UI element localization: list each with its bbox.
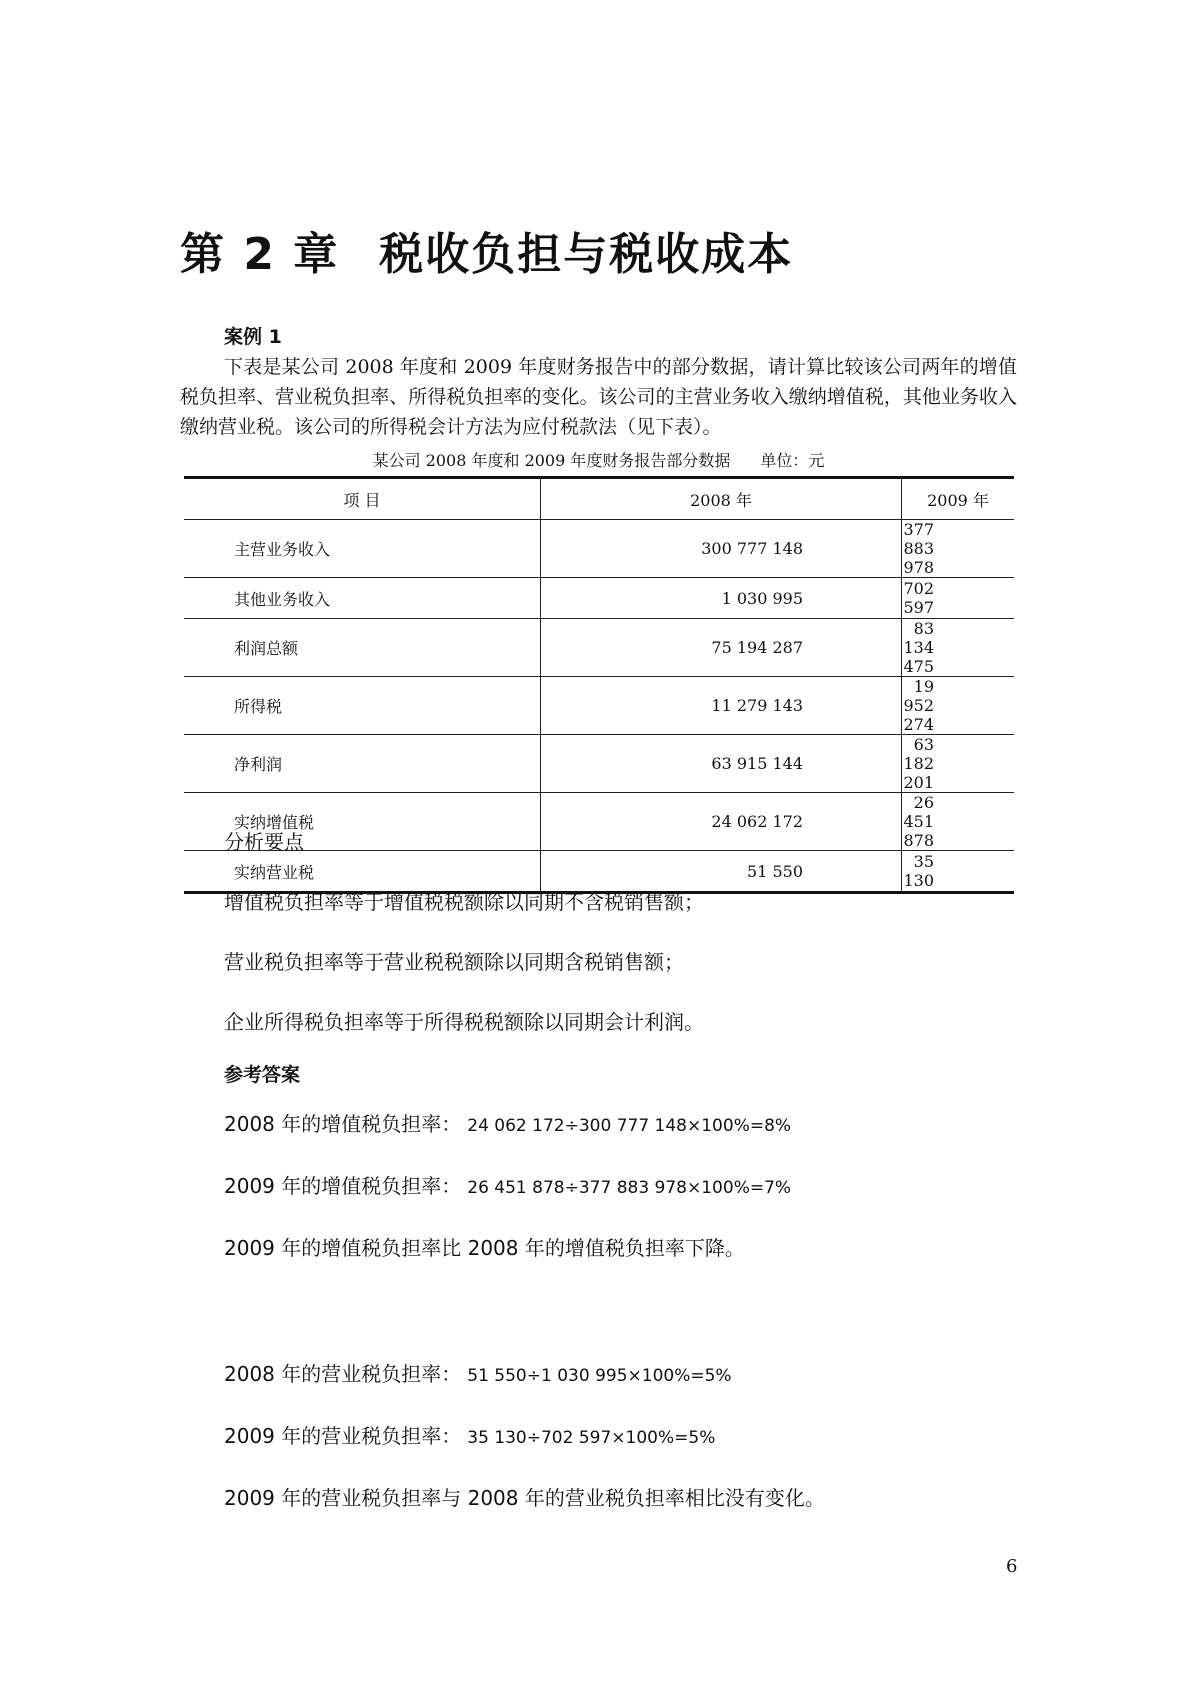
table-cell-2008: 11 279 143 [541, 677, 902, 735]
answer-vat-2008 [224, 1108, 791, 1137]
table-header-row [184, 478, 1014, 520]
case-heading: 案例 1 [224, 326, 282, 348]
page-number: 6 [1006, 1556, 1018, 1577]
table-cell-item: 净利润 [184, 735, 541, 793]
answer-label: 2009 年的增值税负担率： [224, 1174, 462, 1198]
analysis-point-vat: 增值税负担率等于增值税税额除以同期不含税销售额； [224, 890, 704, 914]
answer-calculation: 24 062 172÷300 777 148×100%=8% [467, 1116, 792, 1136]
chapter-title [180, 218, 793, 282]
answer-heading: 参考答案 [224, 1064, 301, 1086]
table-cell-2009: 35 130 [902, 851, 1015, 893]
table-unit: 单位：元 [760, 451, 825, 470]
table-cell-2008: 1 030 995 [541, 578, 902, 619]
table-caption-title: 某公司 2008 年度和 2009 年度财务报告部分数据 [372, 451, 731, 470]
chapter-name: 税收负担与税收成本 [379, 229, 794, 280]
answer-calculation: 51 550÷1 030 995×100%=5% [467, 1366, 732, 1386]
analysis-point-income: 企业所得税负担率等于所得税税额除以同期会计利润。 [224, 1010, 704, 1034]
answer-label: 2008 年的增值税负担率： [224, 1112, 462, 1136]
table-cell-item: 主营业务收入 [184, 520, 541, 578]
analysis-heading: 分析要点 [224, 830, 304, 854]
table-row [184, 520, 1014, 578]
answer-business-2009 [224, 1420, 715, 1449]
table-header-2008: 2008 年 [541, 478, 902, 520]
table-cell-2009: 19 952 274 [902, 677, 1015, 735]
table-row [184, 677, 1014, 735]
table-cell-2009: 702 597 [902, 578, 1015, 619]
table-cell-2008: 75 194 287 [541, 619, 902, 677]
table-cell-2008: 300 777 148 [541, 520, 902, 578]
table-cell-item: 实纳营业税 [184, 851, 541, 893]
table-row [184, 578, 1014, 619]
chapter-number: 第 2 章 [180, 229, 340, 280]
answer-label: 2009 年的营业税负担率： [224, 1424, 462, 1448]
analysis-point-business: 营业税负担率等于营业税税额除以同期含税销售额； [224, 950, 684, 974]
table-header-2009: 2009 年 [902, 478, 1015, 520]
answer-business-conclusion: 2009 年的营业税负担率与 2008 年的营业税负担率相比没有变化。 [224, 1486, 825, 1510]
answer-vat-conclusion: 2009 年的增值税负担率比 2008 年的增值税负担率下降。 [224, 1236, 745, 1260]
table-header-item: 项 目 [184, 478, 541, 520]
table-cell-item: 实纳增值税 [184, 793, 541, 851]
table-cell-item: 其他业务收入 [184, 578, 541, 619]
table-cell-2009: 83 134 475 [902, 619, 1015, 677]
table-cell-2009: 377 883 978 [902, 520, 1015, 578]
table-cell-2008: 51 550 [541, 851, 902, 893]
financial-data-table [184, 476, 1014, 894]
table-row [184, 735, 1014, 793]
table-cell-2008: 24 062 172 [541, 793, 902, 851]
answer-business-2008 [224, 1358, 732, 1387]
table-cell-2008: 63 915 144 [541, 735, 902, 793]
table-cell-2009: 26 451 878 [902, 793, 1015, 851]
table-row [184, 619, 1014, 677]
answer-calculation: 26 451 878÷377 883 978×100%=7% [467, 1178, 792, 1198]
table-cell-2009: 63 182 201 [902, 735, 1015, 793]
answer-vat-2009 [224, 1170, 791, 1199]
table-row [184, 793, 1014, 851]
table-caption [180, 448, 1017, 471]
answer-label: 2008 年的营业税负担率： [224, 1362, 462, 1386]
table-cell-item: 利润总额 [184, 619, 541, 677]
intro-paragraph: 下表是某公司 2008 年度和 2009 年度财务报告中的部分数据，请计算比较该公司两年的增值税负担率、营业税负担率、所得税负担率的变化。该公司的主营业务收入缴纳增值税，其他业务收入缴纳营业税。该公司的所得税会计方法为应付税款法（见下表）。 [180, 356, 1017, 438]
table-cell-item: 所得税 [184, 677, 541, 735]
answer-calculation: 35 130÷702 597×100%=5% [467, 1428, 716, 1448]
